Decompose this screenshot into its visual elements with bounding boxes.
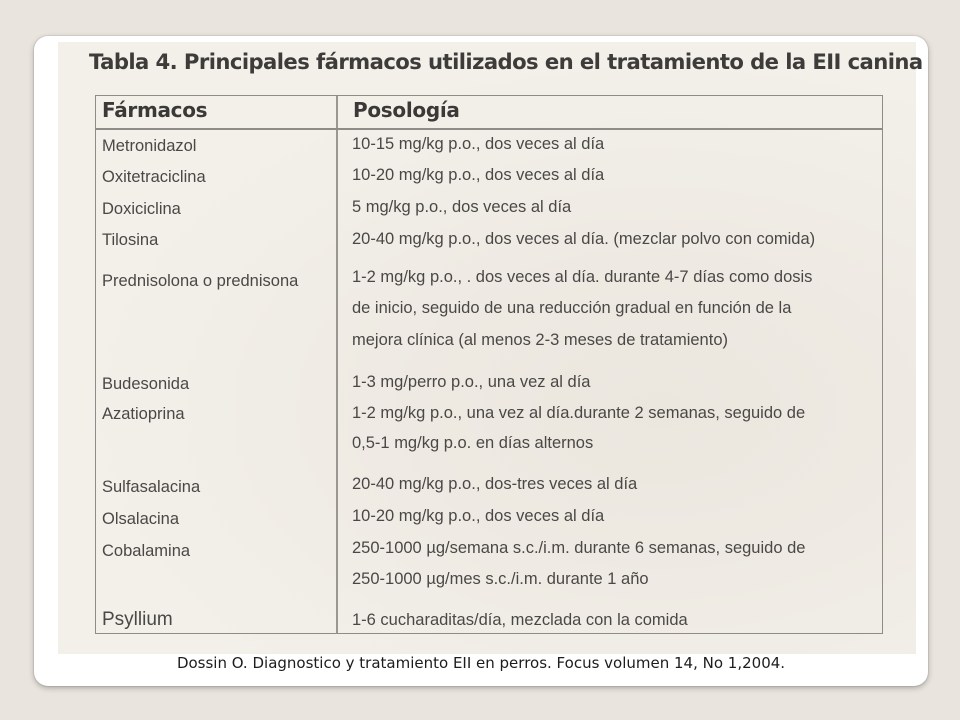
posology-line: 10-15 mg/kg p.o., dos veces al día	[352, 135, 605, 153]
posology-line: 5 mg/kg p.o., dos veces al día	[352, 198, 572, 216]
drug-cobalamina: Cobalamina	[102, 542, 191, 560]
drug-table	[95, 95, 883, 634]
header-rule	[96, 128, 882, 130]
source-citation: Dossin O. Diagnostico y tratamiento EII en perros. Focus volumen 14, No 1,2004.	[176, 654, 786, 672]
posology-line: 10-20 mg/kg p.o., dos veces al día	[352, 507, 605, 525]
posology-line: 250-1000 µg/mes s.c./i.m. durante 1 año	[352, 570, 649, 588]
column-header-posology: Posología	[353, 98, 460, 122]
column-divider	[336, 96, 338, 633]
slide-card	[34, 36, 928, 686]
posology-line: 1-2 mg/kg p.o., una vez al día.durante 2 semanas, seguido de	[352, 404, 806, 422]
drug-azatioprina: Azatioprina	[102, 405, 185, 423]
posology-line: 1-3 mg/perro p.o., una vez al día	[352, 373, 591, 391]
scanned-table-image	[58, 42, 923, 654]
drug-oxitetraciclina: Oxitetraciclina	[102, 168, 206, 186]
drug-sulfasalacina: Sulfasalacina	[102, 478, 201, 496]
posology-line: 250-1000 µg/semana s.c./i.m. durante 6 semanas, seguido de	[352, 539, 806, 557]
posology-line: 0,5-1 mg/kg p.o. en días alternos	[352, 434, 594, 452]
drug-psyllium: Psyllium	[102, 609, 173, 630]
posology-line: 20-40 mg/kg p.o., dos veces al día. (mezclar polvo con comida)	[352, 230, 816, 248]
drug-prednisolona: Prednisolona o prednisona	[102, 272, 299, 290]
table-title: Tabla 4. Principales fármacos utilizados en el tratamiento de la EII canina	[89, 50, 923, 75]
posology-line: 10-20 mg/kg p.o., dos veces al día	[352, 166, 605, 184]
drug-tilosina: Tilosina	[102, 231, 159, 249]
posology-line: 1-2 mg/kg p.o., . dos veces al día. durante 4-7 días como dosis	[352, 268, 813, 286]
posology-line: de inicio, seguido de una reducción gradual en función de la	[352, 299, 792, 317]
drug-metronidazol: Metronidazol	[102, 137, 197, 155]
drug-doxiciclina: Doxiciclina	[102, 200, 181, 218]
drug-budesonida: Budesonida	[102, 375, 190, 393]
drug-olsalacina: Olsalacina	[102, 510, 180, 528]
posology-line: mejora clínica (al menos 2-3 meses de tratamiento)	[352, 331, 728, 349]
posology-line: 20-40 mg/kg p.o., dos-tres veces al día	[352, 475, 638, 493]
column-header-drugs: Fármacos	[102, 98, 208, 122]
posology-line: 1-6 cucharaditas/día, mezclada con la comida	[352, 611, 688, 629]
